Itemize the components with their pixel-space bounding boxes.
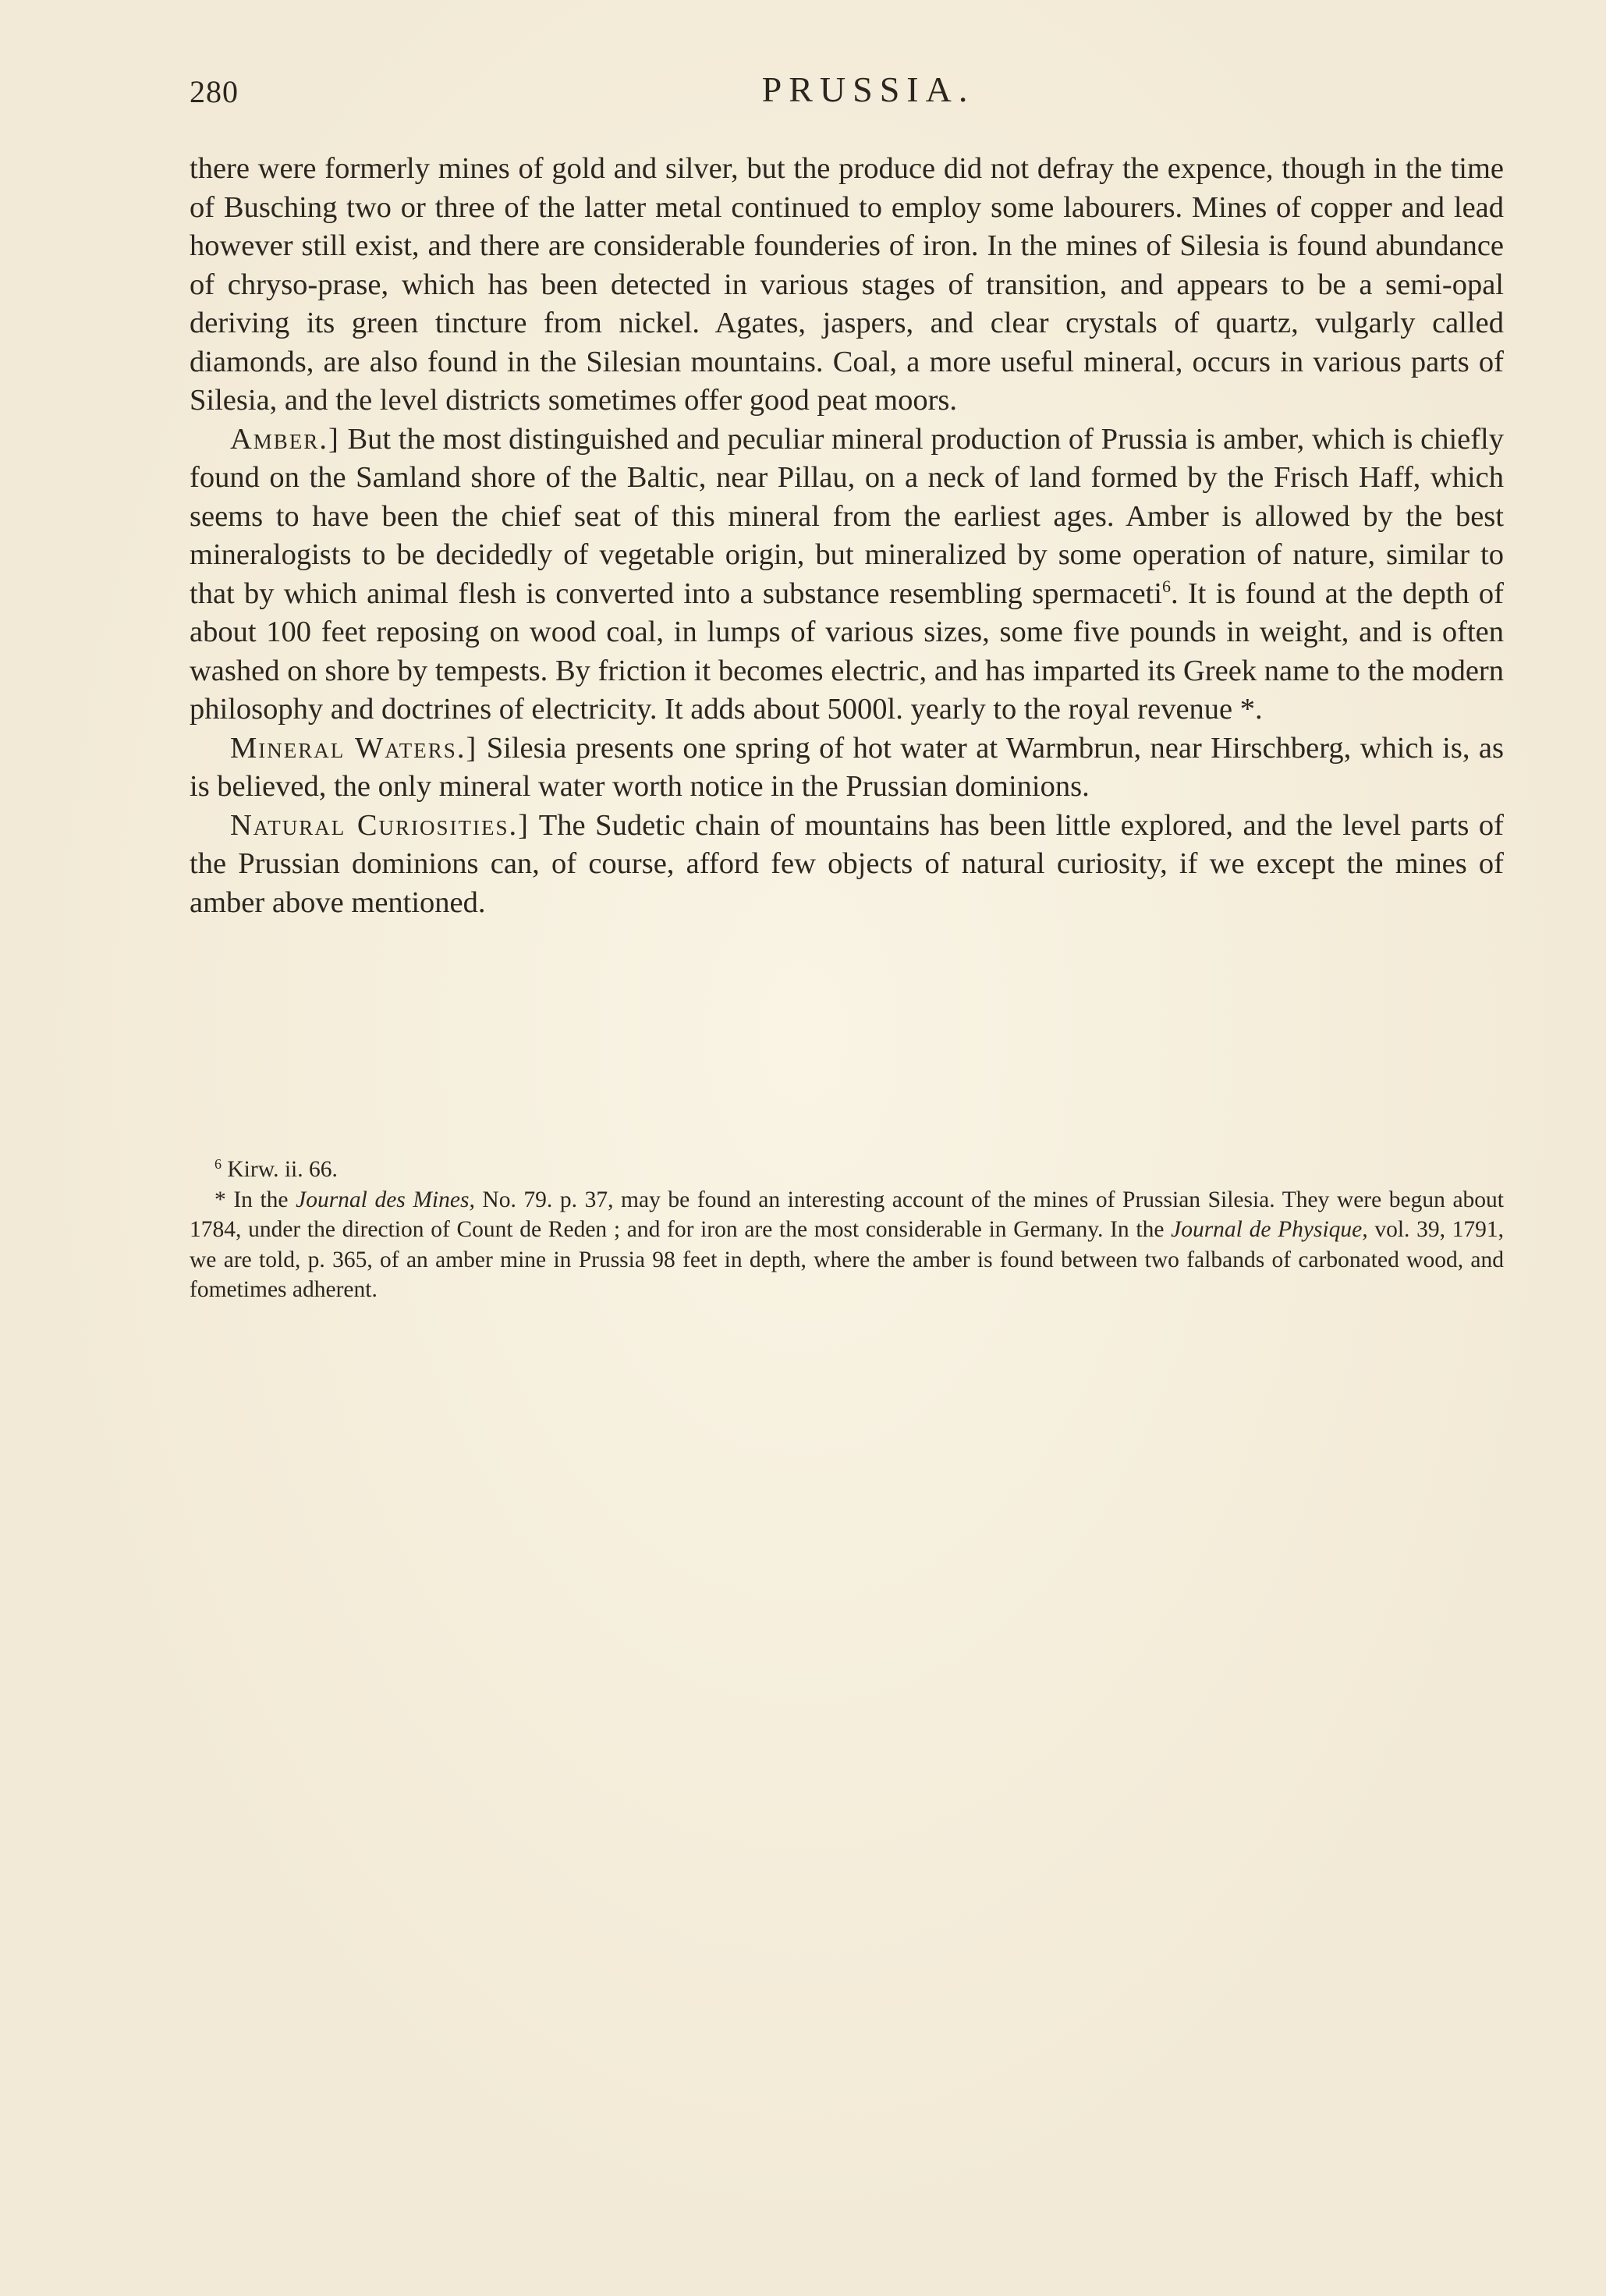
footnote-star-text-end: vol. 39, 1791, we are told, p. 365, of an amber mine in Prussia 98 feet in depth, where the amber is found between two falbands of carbonated wood, and fometimes adherent. <box>190 1217 1505 1302</box>
footnote-6 <box>190 1155 1504 1185</box>
paragraph-amber <box>190 421 1504 729</box>
footnote-star-text: * In the <box>214 1187 296 1212</box>
footnote-6-text: Kirw. ii. 66. <box>227 1157 338 1182</box>
section-heading-amber: Amber.] <box>230 422 340 456</box>
paragraph-minerals: there were formerly mines of gold and silver, but the produce did not defray the expence, though in the time of Busching two or three of the latter metal continued to employ some labourers. Mines of copper and lead however still exist, and there are considerable founderies of iron. In the mines of Silesia is found abundance of chryso-prase, which has been detected in various stages of transition, and appears to be a semi-opal deriving its green tincture from nickel. Agates, jaspers, and clear crystals of quartz, vulgarly called diamonds, are also found in the Silesian mountains. Coal, a more useful mineral, occurs in various parts of Silesia, and the level districts sometimes offer good peat moors. <box>190 152 1504 417</box>
page-header <box>190 69 1500 115</box>
footnote-star <box>190 1185 1504 1305</box>
show-through-text <box>218 1857 1482 1897</box>
paragraph-amber-text-cont: . It is found at the depth of about 100 feet reposing on wood coal, in lumps of various sizes, some five pounds in weight, and is often washed on shore by tempests. By friction it becomes electric, and has imparted its Greek name to the modern philosophy and doctrines of electricity. It adds about 5000l. yearly to the royal revenue *. <box>190 577 1504 726</box>
section-heading-mineral-waters: Mineral Waters.] <box>230 731 478 765</box>
running-title: PRUSSIA. <box>761 69 975 109</box>
page-number: 280 <box>190 74 239 109</box>
paragraph-mineral-waters-text: Silesia presents one spring of hot water at Warmbrun, near Hirschberg, which is, as is believed, the only mineral water worth notice in the Prussian dominions. <box>190 731 1504 803</box>
paragraph-mineral-waters <box>190 729 1504 807</box>
footnote-journal-de-physique: Journal de Physique, <box>1171 1217 1368 1242</box>
paragraph-natural-curiosities-text: The Sudetic chain of mountains has been little explored, and the level parts of the Prussian dominions can, of course, afford few objects of natural curiosity, if we except the mines of amber above mentioned. <box>190 808 1504 919</box>
footnote-6-marker: 6 <box>214 1156 222 1172</box>
paragraph-amber-text: But the most distinguished and peculiar mineral production of Prussia is amber, which is chiefly found on the Samland shore of the Baltic, near Pillau, on a neck of land formed by the Frisch Haff, which seems to have been the chief seat of this mineral from the earliest ages. Amber is allowed by the best mineralogists to be decidedly of vegetable origin, but mineralized by some operation of nature, similar to that by which animal flesh is converted into a substance resembling spermaceti <box>190 422 1505 610</box>
section-heading-natural-curiosities: Natural Curiosities.] <box>230 808 530 842</box>
paragraph-natural-curiosities <box>190 807 1504 923</box>
footnote-journal-des-mines: Journal des Mines, <box>296 1187 475 1212</box>
footnote-star-text-cont: No. 79. p. 37, may be found an interesting account of the mines of Prussian Silesia. They were begun about 1784, under the direction of Count de Reden ; and for iron are the most considerable in Germany. In the <box>190 1187 1504 1242</box>
footnote-reference-6: 6 <box>1161 576 1171 596</box>
main-text <box>190 150 1504 922</box>
footnotes <box>190 1155 1504 1305</box>
